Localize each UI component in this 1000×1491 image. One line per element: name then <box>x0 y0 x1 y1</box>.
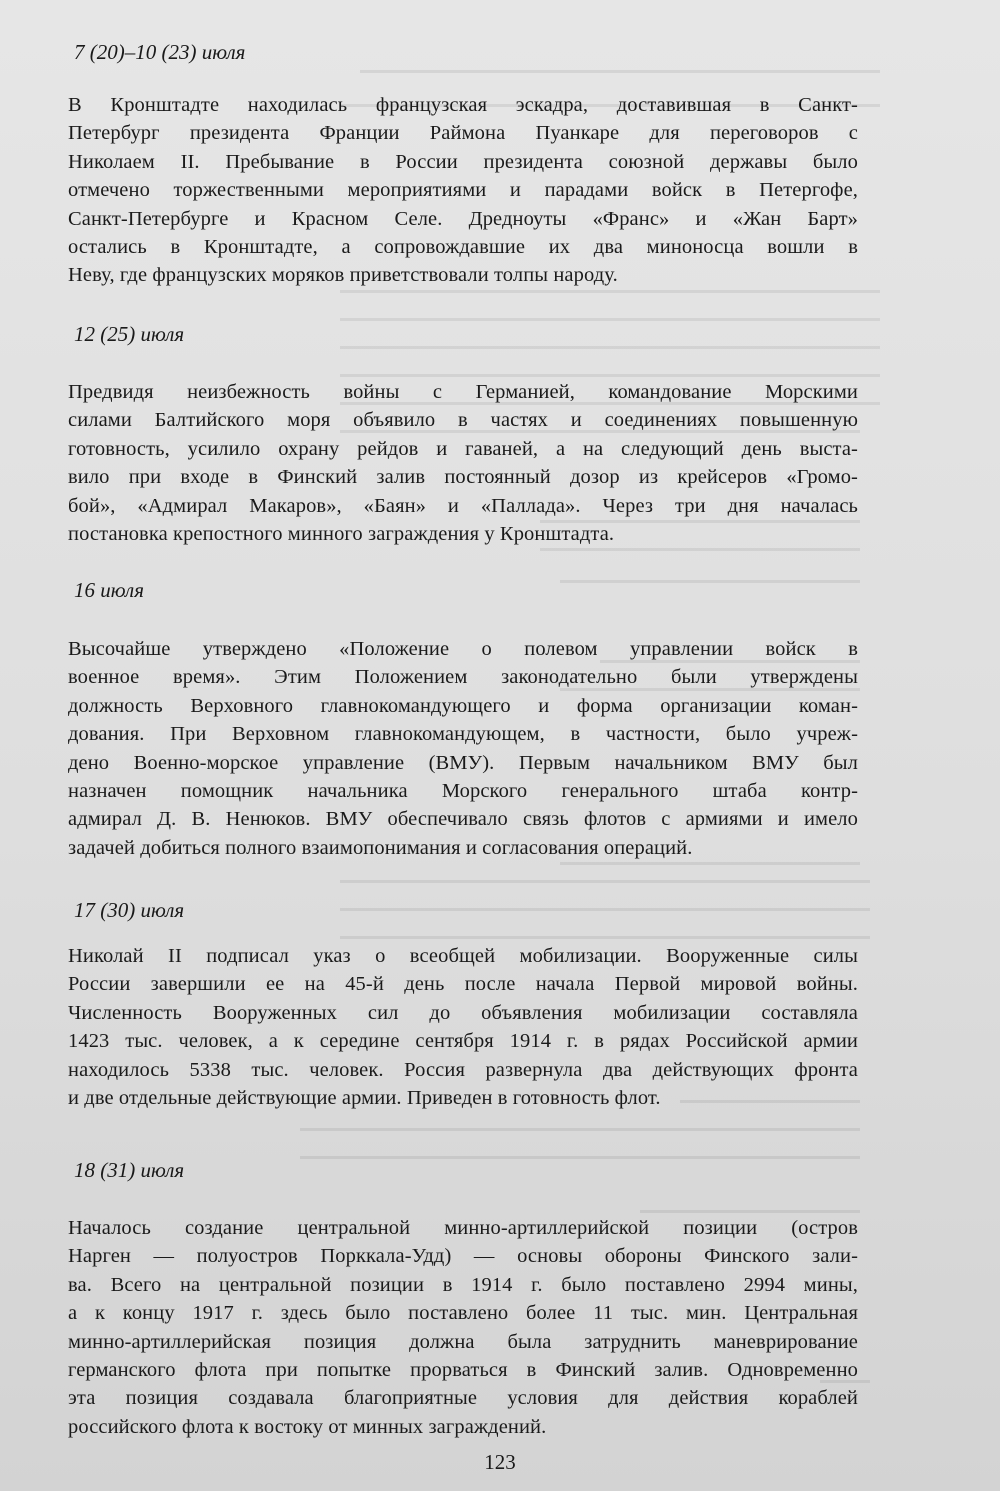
text-line: российского флота к востоку от минных заграждений. <box>68 1415 547 1438</box>
text-line: Предвидя неизбежность войны с Германией, командование Морскими <box>68 381 858 403</box>
text-line: ва. Всего на центральной позиции в 1914 г. было поставлено 2994 мины, <box>68 1273 858 1296</box>
text-line: назначен помощник начальника Морского генерального штаба контр- <box>68 780 858 803</box>
text-line: Петербург президента Франции Раймона Пуанкаре для переговоров с <box>68 122 858 145</box>
entry-date: 17 (30) июля <box>74 898 185 922</box>
entry-5 <box>68 1156 858 1441</box>
text-line: постановка крепостного минного заграждения у Кронштадта. <box>68 523 615 546</box>
entry-1 <box>68 38 858 290</box>
entry-text <box>68 942 858 1112</box>
entry-text <box>68 635 858 862</box>
text-line: и две отдельные действующие армии. Приведен в готовность флот. <box>68 1087 661 1110</box>
text-line: отмечено торжественными мероприятиями и парадами войск в Петергофе, <box>68 179 858 202</box>
text-line: эта позиция создавала благоприятные условия для действия кораблей <box>68 1387 858 1410</box>
entry-date: 18 (31) июля <box>74 1158 185 1182</box>
text-line: Санкт-Петербурге и Красном Селе. Дредноуты «Франс» и «Жан Барт» <box>68 207 858 230</box>
page-number: 123 <box>484 1450 516 1474</box>
entry-4 <box>68 896 858 1112</box>
text-line: Неву, где французских моряков приветствовали толпы народу. <box>68 264 618 287</box>
text-line: Николаем II. Пребывание в России президента союзной державы было <box>68 150 858 173</box>
text-line: Высочайше утверждено «Положение о полевом управлении войск в <box>68 638 858 660</box>
text-line: дования. При Верховном главнокомандующем, в частности, было учреж- <box>68 723 858 746</box>
text-line: вило при входе в Финский залив постоянный дозор из крейсеров «Громо- <box>68 466 858 489</box>
entry-text <box>68 91 858 290</box>
entry-date: 7 (20)–10 (23) июля <box>74 40 246 64</box>
text-line: Численность Вооруженных сил до объявления мобилизации составляла <box>68 1001 858 1024</box>
text-line: Нарген — полуостров Порккала-Удд) — основы обороны Финского зали- <box>68 1245 858 1268</box>
text-line: минно-артиллерийская позиция должна была затруднить маневрирование <box>68 1330 858 1353</box>
text-line: адмирал Д. В. Ненюков. ВМУ обеспечивало связь флотов с армиями и имело <box>68 808 858 831</box>
text-line: России завершили ее на 45-й день после начала Первой мировой войны. <box>68 973 858 996</box>
text-line: Началось создание центральной минно-артиллерийской позиции (остров <box>68 1217 858 1239</box>
text-line: готовность, усилило охрану рейдов и гаваней, а на следующий день выста- <box>68 437 858 460</box>
entry-date: 16 июля <box>74 578 144 602</box>
text-line: Николай II подписал указ о всеобщей мобилизации. Вооруженные силы <box>68 945 858 967</box>
text-line: остались в Кронштадте, а сопровождавшие их два миноносца вошли в <box>68 236 858 259</box>
text-line: В Кронштадте находилась французская эскадра, доставившая в Санкт- <box>68 94 858 116</box>
text-line: 1423 тыс. человек, а к середине сентября 1914 г. в рядах Российской армии <box>68 1030 858 1053</box>
entry-3 <box>68 576 858 862</box>
text-line: бой», «Адмирал Макаров», «Баян» и «Паллада». Через три дня началась <box>68 494 858 517</box>
text-line: должность Верховного главнокомандующего и форма организации коман- <box>68 694 858 717</box>
text-line: силами Балтийского моря объявило в частях и соединениях повышенную <box>68 409 858 432</box>
text-line: находилось 5338 тыс. человек. Россия развернула два действующих фронта <box>68 1058 858 1081</box>
entry-date: 12 (25) июля <box>74 322 185 346</box>
entry-text <box>68 378 858 548</box>
entry-text <box>68 1214 858 1441</box>
text-line: дено Военно-морское управление (ВМУ). Первым начальником ВМУ был <box>68 751 858 774</box>
entry-2 <box>68 320 858 548</box>
text-line: а к концу 1917 г. здесь было поставлено более 11 тыс. мин. Центральная <box>68 1302 858 1325</box>
text-line: задачей добиться полного взаимопонимания и согласования операций. <box>68 836 693 859</box>
text-line: военное время». Этим Положением законодательно были утверждены <box>68 666 858 689</box>
text-line: германского флота при попытке прорваться в Финский залив. Одновременно <box>68 1359 858 1382</box>
